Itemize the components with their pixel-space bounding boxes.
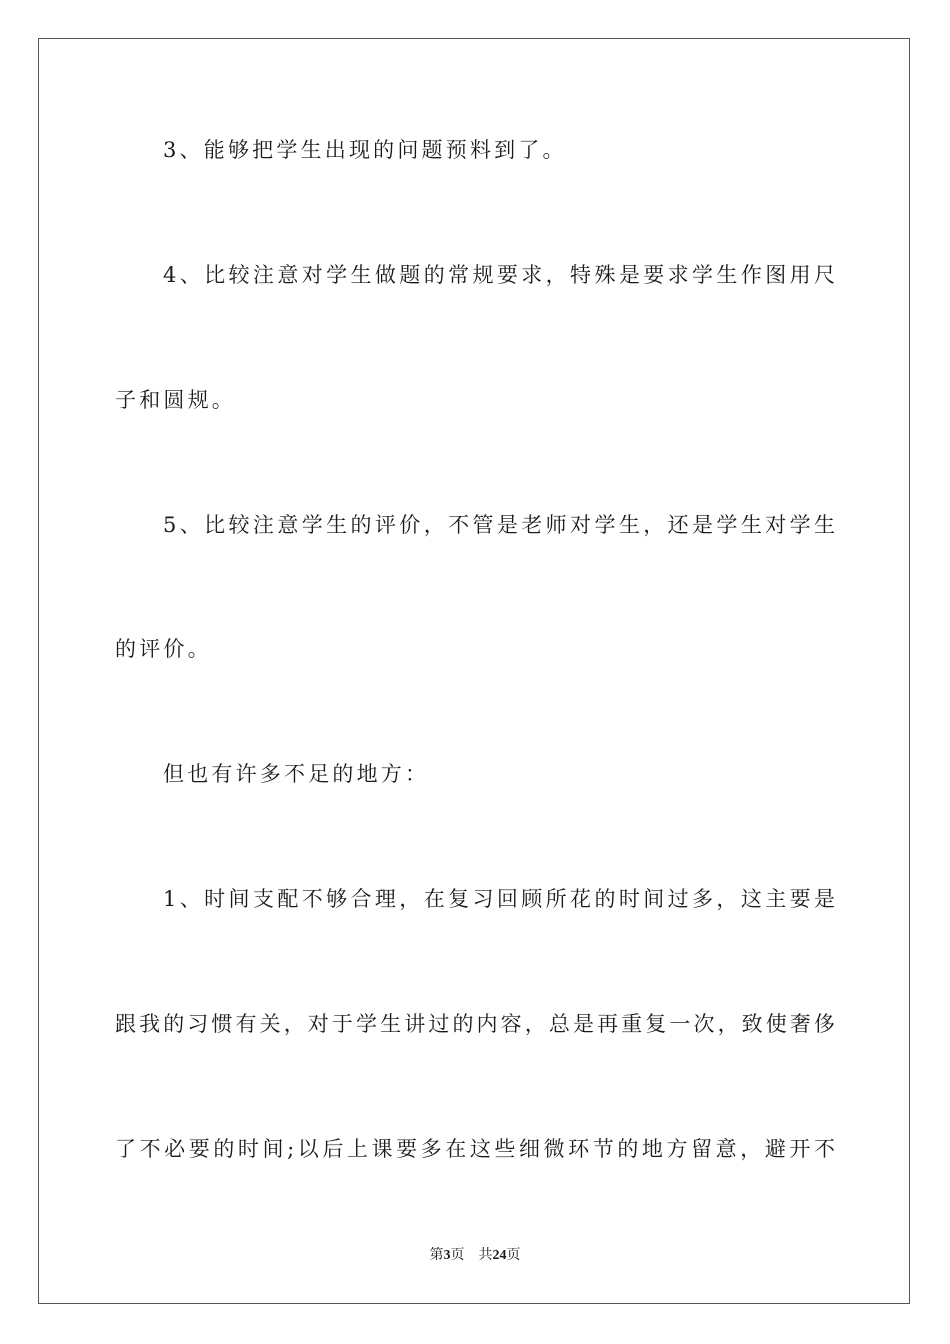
- paragraph-line: 跟我的习惯有关，对于学生讲过的内容，总是再重复一次，致使奢侈: [115, 1012, 835, 1036]
- footer-page-current: 3: [443, 1248, 451, 1263]
- paragraph-line: 了不必要的时间;以后上课要多在这些细微环节的地方留意，避开不: [115, 1137, 835, 1161]
- footer-total-prefix: 共: [478, 1248, 493, 1263]
- paragraph-line: 3、能够把学生出现的问题预料到了。: [163, 138, 567, 162]
- paragraph-line: 但也有许多不足的地方：: [163, 762, 430, 786]
- paragraph-line: 子和圆规。: [115, 388, 236, 412]
- footer-total-suffix: 页: [506, 1248, 521, 1263]
- page-footer: [0, 1247, 950, 1265]
- page-border: [38, 38, 910, 1304]
- footer-page-suffix: 页: [450, 1248, 465, 1263]
- paragraph-line: 5、比较注意学生的评价，不管是老师对学生，还是学生对学生: [163, 513, 835, 537]
- footer-page-prefix: 第: [429, 1248, 444, 1263]
- paragraph-line: 4、比较注意对学生做题的常规要求，特殊是要求学生作图用尺: [163, 263, 835, 287]
- footer-page-total: 24: [492, 1248, 507, 1263]
- paragraph-line: 1、时间支配不够合理，在复习回顾所花的时间过多，这主要是: [163, 887, 835, 911]
- paragraph-line: 的评价。: [115, 637, 212, 661]
